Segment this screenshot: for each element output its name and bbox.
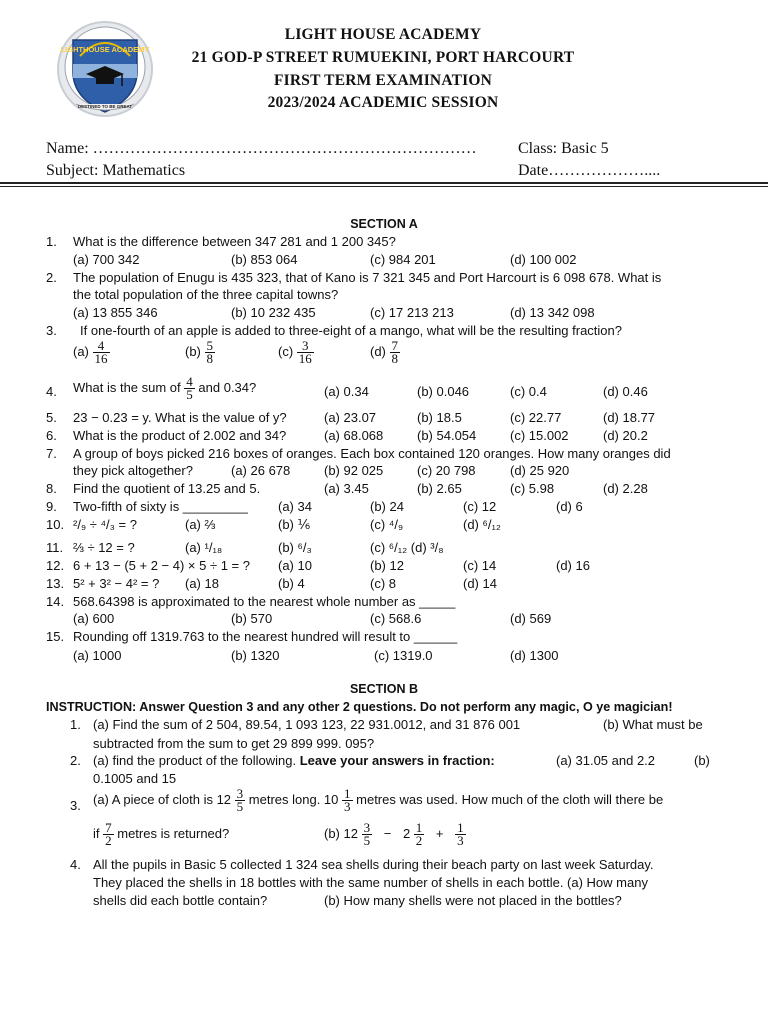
q5-option-b: (b) 18.5 xyxy=(417,410,462,425)
b-q3-text-4: if xyxy=(93,825,100,841)
q11-option-a: (a) ¹/₁₈ xyxy=(185,540,223,555)
q4-option-a: (a) 0.34 xyxy=(324,384,369,399)
b-q3-fraction-2: $\frac{1}{3}$ xyxy=(344,786,351,814)
b-q3-minus: − xyxy=(383,825,392,841)
q12-option-d: (d) 16 xyxy=(556,558,590,573)
q15-option-c: (c) 1319.0 xyxy=(374,648,433,663)
q2-number: 2. xyxy=(46,270,57,285)
q3-number: 3. xyxy=(46,323,57,338)
q4-option-b: (b) 0.046 xyxy=(417,384,470,399)
date-field-label: Date……………….... xyxy=(518,162,661,179)
b-q3-fraction-5: $\frac{1}{2}$ xyxy=(415,820,423,848)
b-q2-number: 2. xyxy=(70,753,81,768)
q9-number: 9. xyxy=(46,499,57,514)
header-divider-thin xyxy=(0,186,768,187)
q5-number: 5. xyxy=(46,410,57,425)
q15-number: 15. xyxy=(46,629,65,644)
q13-number: 13. xyxy=(46,576,65,591)
q5-option-d: (d) 18.77 xyxy=(603,410,656,425)
q14-option-c: (c) 568.6 xyxy=(370,611,422,626)
section-a-title: SECTION A xyxy=(350,217,418,231)
q3-option-b xyxy=(185,340,215,365)
q9-option-a: (a) 34 xyxy=(278,499,312,514)
q4-text-pre: What is the sum of xyxy=(73,379,181,395)
b-q3-text-5: metres is returned? xyxy=(117,825,230,841)
b-q3-part-b-label: (b) 12 xyxy=(324,825,358,841)
q9-option-d: (d) 6 xyxy=(556,499,583,514)
q4-option-d: (d) 0.46 xyxy=(603,384,648,399)
q11-option-b: (b) ⁶/₃ xyxy=(278,540,312,555)
q9-option-c: (c) 12 xyxy=(463,499,497,514)
q13-text: 5² + 3² − 4² = ? xyxy=(73,576,160,591)
q5-option-c: (c) 22.77 xyxy=(510,410,562,425)
q14-text: 568.64398 is approximated to the nearest whole number as _____ xyxy=(73,594,456,609)
q13-option-d: (d) 14 xyxy=(463,576,497,591)
b-q3-text-2: metres long. 10 xyxy=(248,791,339,807)
b-q3-fraction-3: $\frac{7}{2}$ xyxy=(105,820,112,848)
q2-text-line2: the total population of the three capital towns? xyxy=(73,287,339,302)
q10-text: ²/₉ ÷ ⁴/₃ = ? xyxy=(73,517,137,532)
q3-option-d xyxy=(370,340,400,365)
q7-option-c: (c) 20 798 xyxy=(417,463,476,478)
q4-text-post: and 0.34? xyxy=(198,379,257,395)
q4-option-c: (c) 0.4 xyxy=(510,384,547,399)
q3-option-d-label: (d) xyxy=(370,343,386,359)
q6-option-a: (a) 68.068 xyxy=(324,428,384,443)
b-q1-text-line2: subtracted from the sum to get 29 899 999. 095? xyxy=(93,736,375,751)
q3-option-b-label: (b) xyxy=(185,343,201,359)
q2-option-a: (a) 13 855 346 xyxy=(73,305,158,320)
q12-number: 12. xyxy=(46,558,65,573)
b-q3-number: 3. xyxy=(70,798,81,813)
q3-option-c xyxy=(278,340,314,365)
b-q3-text-3: metres was used. How much of the cloth will there be xyxy=(356,791,664,807)
q1-option-b: (b) 853 064 xyxy=(231,252,298,267)
b-q1-part-b: (b) What must be xyxy=(603,717,703,732)
q3-option-a xyxy=(73,340,110,365)
academic-session: 2023/2024 ACADEMIC SESSION xyxy=(267,94,499,111)
q10-option-b: (b) ⅙ xyxy=(278,517,311,532)
b-q4-text-line2: They placed the shells in 18 bottles with the same number of shells in each bottle. (a) How many xyxy=(93,875,648,890)
q12-option-b: (b) 12 xyxy=(370,558,404,573)
q3-option-c-fraction: $\frac{3}{16}$ xyxy=(298,338,312,366)
b-q3-line1 xyxy=(93,788,663,813)
q11-text: ⅔ ÷ 12 = ? xyxy=(73,540,135,555)
q14-number: 14. xyxy=(46,594,65,609)
q15-option-d: (d) 1300 xyxy=(510,648,559,663)
b-q3-fraction-1: $\frac{3}{5}$ xyxy=(236,786,244,814)
logo-bottom-text: DESTINED TO BE GREAT xyxy=(77,104,133,109)
q6-option-d: (d) 20.2 xyxy=(603,428,648,443)
q7-option-d: (d) 25 920 xyxy=(510,463,570,478)
q1-option-a: (a) 700 342 xyxy=(73,252,140,267)
q3-option-a-label: (a) xyxy=(73,343,89,359)
b-q1-text-line1: (a) Find the sum of 2 504, 89.54, 1 093 123, 22 931.0012, and 31 876 001 xyxy=(93,717,521,732)
q12-option-c: (c) 14 xyxy=(463,558,497,573)
q7-number: 7. xyxy=(46,446,57,461)
b-q2-bold-instruction: Leave your answers in fraction: xyxy=(299,753,495,768)
q4-text xyxy=(73,376,256,401)
q8-option-d: (d) 2.28 xyxy=(603,481,648,496)
q14-option-a: (a) 600 xyxy=(73,611,115,626)
q1-number: 1. xyxy=(46,234,57,249)
b-q1-number: 1. xyxy=(70,717,81,732)
q8-option-a: (a) 3.45 xyxy=(324,481,369,496)
b-q3-whole-2: 2 xyxy=(402,825,411,841)
q9-text: Two-fifth of sixty is _________ xyxy=(73,499,248,514)
q8-text: Find the quotient of 13.25 and 5. xyxy=(73,481,261,496)
q4-fraction: $\frac{4}{5}$ xyxy=(186,374,193,402)
q5-option-a: (a) 23.07 xyxy=(324,410,377,425)
b-q3-plus: + xyxy=(435,825,444,841)
q3-option-d-fraction: $\frac{7}{8}$ xyxy=(391,338,399,366)
section-b-instruction: INSTRUCTION: Answer Question 3 and any other 2 questions. Do not perform any magic, O ye magician! xyxy=(46,700,673,714)
q10-option-c: (c) ⁴/₉ xyxy=(370,517,404,532)
q4-number: 4. xyxy=(46,384,57,399)
q8-number: 8. xyxy=(46,481,57,496)
q6-option-b: (b) 54.054 xyxy=(417,428,477,443)
b-q3-line2 xyxy=(93,822,229,847)
q2-option-b: (b) 10 232 435 xyxy=(231,305,316,320)
school-logo xyxy=(56,20,154,118)
q8-option-c: (c) 5.98 xyxy=(510,481,555,496)
q2-option-d: (d) 13 342 098 xyxy=(510,305,595,320)
q2-text-line1: The population of Enugu is 435 323, that of Kano is 7 321 345 and Port Harcourt is 6 098 678. What is xyxy=(73,270,662,285)
q11-option-c-d: (c) ⁶/₁₂ (d) ³/₈ xyxy=(370,540,444,555)
b-q2-text-line2: 0.1005 and 15 xyxy=(93,771,177,786)
q11-number: 11. xyxy=(46,540,64,555)
subject-label: Subject: Mathematics xyxy=(46,162,186,179)
q13-option-c: (c) 8 xyxy=(370,576,396,591)
q12-option-a: (a) 10 xyxy=(278,558,312,573)
b-q3-fraction-4: $\frac{3}{5}$ xyxy=(363,820,371,848)
exam-title: FIRST TERM EXAMINATION xyxy=(274,72,492,89)
q14-option-d: (d) 569 xyxy=(510,611,552,626)
b-q2-item-b: (b) xyxy=(694,753,710,768)
q8-option-b: (b) 2.65 xyxy=(417,481,462,496)
name-field-label: Name: ……………………………………………………………… xyxy=(46,140,477,157)
q14-option-b: (b) 570 xyxy=(231,611,273,626)
q3-text: If one-fourth of an apple is added to three-eight of a mango, what will be the resulting fraction? xyxy=(80,323,623,338)
q13-option-a: (a) 18 xyxy=(185,576,219,591)
q6-option-c: (c) 15.002 xyxy=(510,428,569,443)
q10-option-d: (d) ⁶/₁₂ xyxy=(463,517,501,532)
school-name: LIGHT HOUSE ACADEMY xyxy=(284,26,482,43)
q7-text-line2: they pick altogether? xyxy=(73,463,193,478)
b-q3-text-1: (a) A piece of cloth is 12 xyxy=(93,791,232,807)
q15-option-b: (b) 1320 xyxy=(231,648,280,663)
school-address: 21 GOD-P STREET RUMUEKINI, PORT HARCOURT xyxy=(191,49,575,66)
b-q3-part-b xyxy=(324,822,466,847)
q1-option-c: (c) 984 201 xyxy=(370,252,436,267)
q3-option-b-fraction: $\frac{5}{8}$ xyxy=(206,338,214,366)
class-label: Class: Basic 5 xyxy=(518,140,609,157)
q1-option-d: (d) 100 002 xyxy=(510,252,577,267)
q10-number: 10. xyxy=(46,517,65,532)
q7-text-line1: A group of boys picked 216 boxes of oranges. Each box contained 120 oranges. How many oranges did xyxy=(73,446,671,461)
q13-option-b: (b) 4 xyxy=(278,576,305,591)
b-q2-text-pre: (a) find the product of the following. xyxy=(93,753,297,768)
b-q2-text xyxy=(93,753,495,769)
logo-top-text: LIGHTHOUSE ACADEMY xyxy=(60,45,150,54)
q15-text: Rounding off 1319.763 to the nearest hundred will result to ______ xyxy=(73,629,458,644)
b-q2-item-a: (a) 31.05 and 2.2 xyxy=(556,753,656,768)
b-q3-fraction-6: $\frac{1}{3}$ xyxy=(457,820,464,848)
b-q4-text-line1: All the pupils in Basic 5 collected 1 324 sea shells during their beach party on last week Saturday. xyxy=(93,857,654,872)
section-b-title: SECTION B xyxy=(349,682,419,696)
b-q4-number: 4. xyxy=(70,857,81,872)
q6-number: 6. xyxy=(46,428,57,443)
q15-option-a: (a) 1000 xyxy=(73,648,122,663)
b-q4-text-line3: shells did each bottle contain? xyxy=(93,893,268,908)
q7-option-b: (b) 92 025 xyxy=(324,463,384,478)
q12-text: 6 + 13 − (5 + 2 − 4) × 5 ÷ 1 = ? xyxy=(73,558,250,573)
q10-option-a: (a) ⅔ xyxy=(185,517,216,532)
b-q4-part-b: (b) How many shells were not placed in the bottles? xyxy=(324,893,622,908)
q3-option-c-label: (c) xyxy=(278,343,294,359)
q7-option-a: (a) 26 678 xyxy=(231,463,291,478)
q1-text: What is the difference between 347 281 and 1 200 345? xyxy=(73,234,396,249)
header-divider xyxy=(0,182,768,184)
q9-option-b: (b) 24 xyxy=(370,499,404,514)
q5-text: 23 − 0.23 = y. What is the value of y? xyxy=(73,410,287,425)
q2-option-c: (c) 17 213 213 xyxy=(370,305,454,320)
q6-text: What is the product of 2.002 and 34? xyxy=(73,428,287,443)
q3-option-a-fraction: $\frac{4}{16}$ xyxy=(94,338,108,366)
